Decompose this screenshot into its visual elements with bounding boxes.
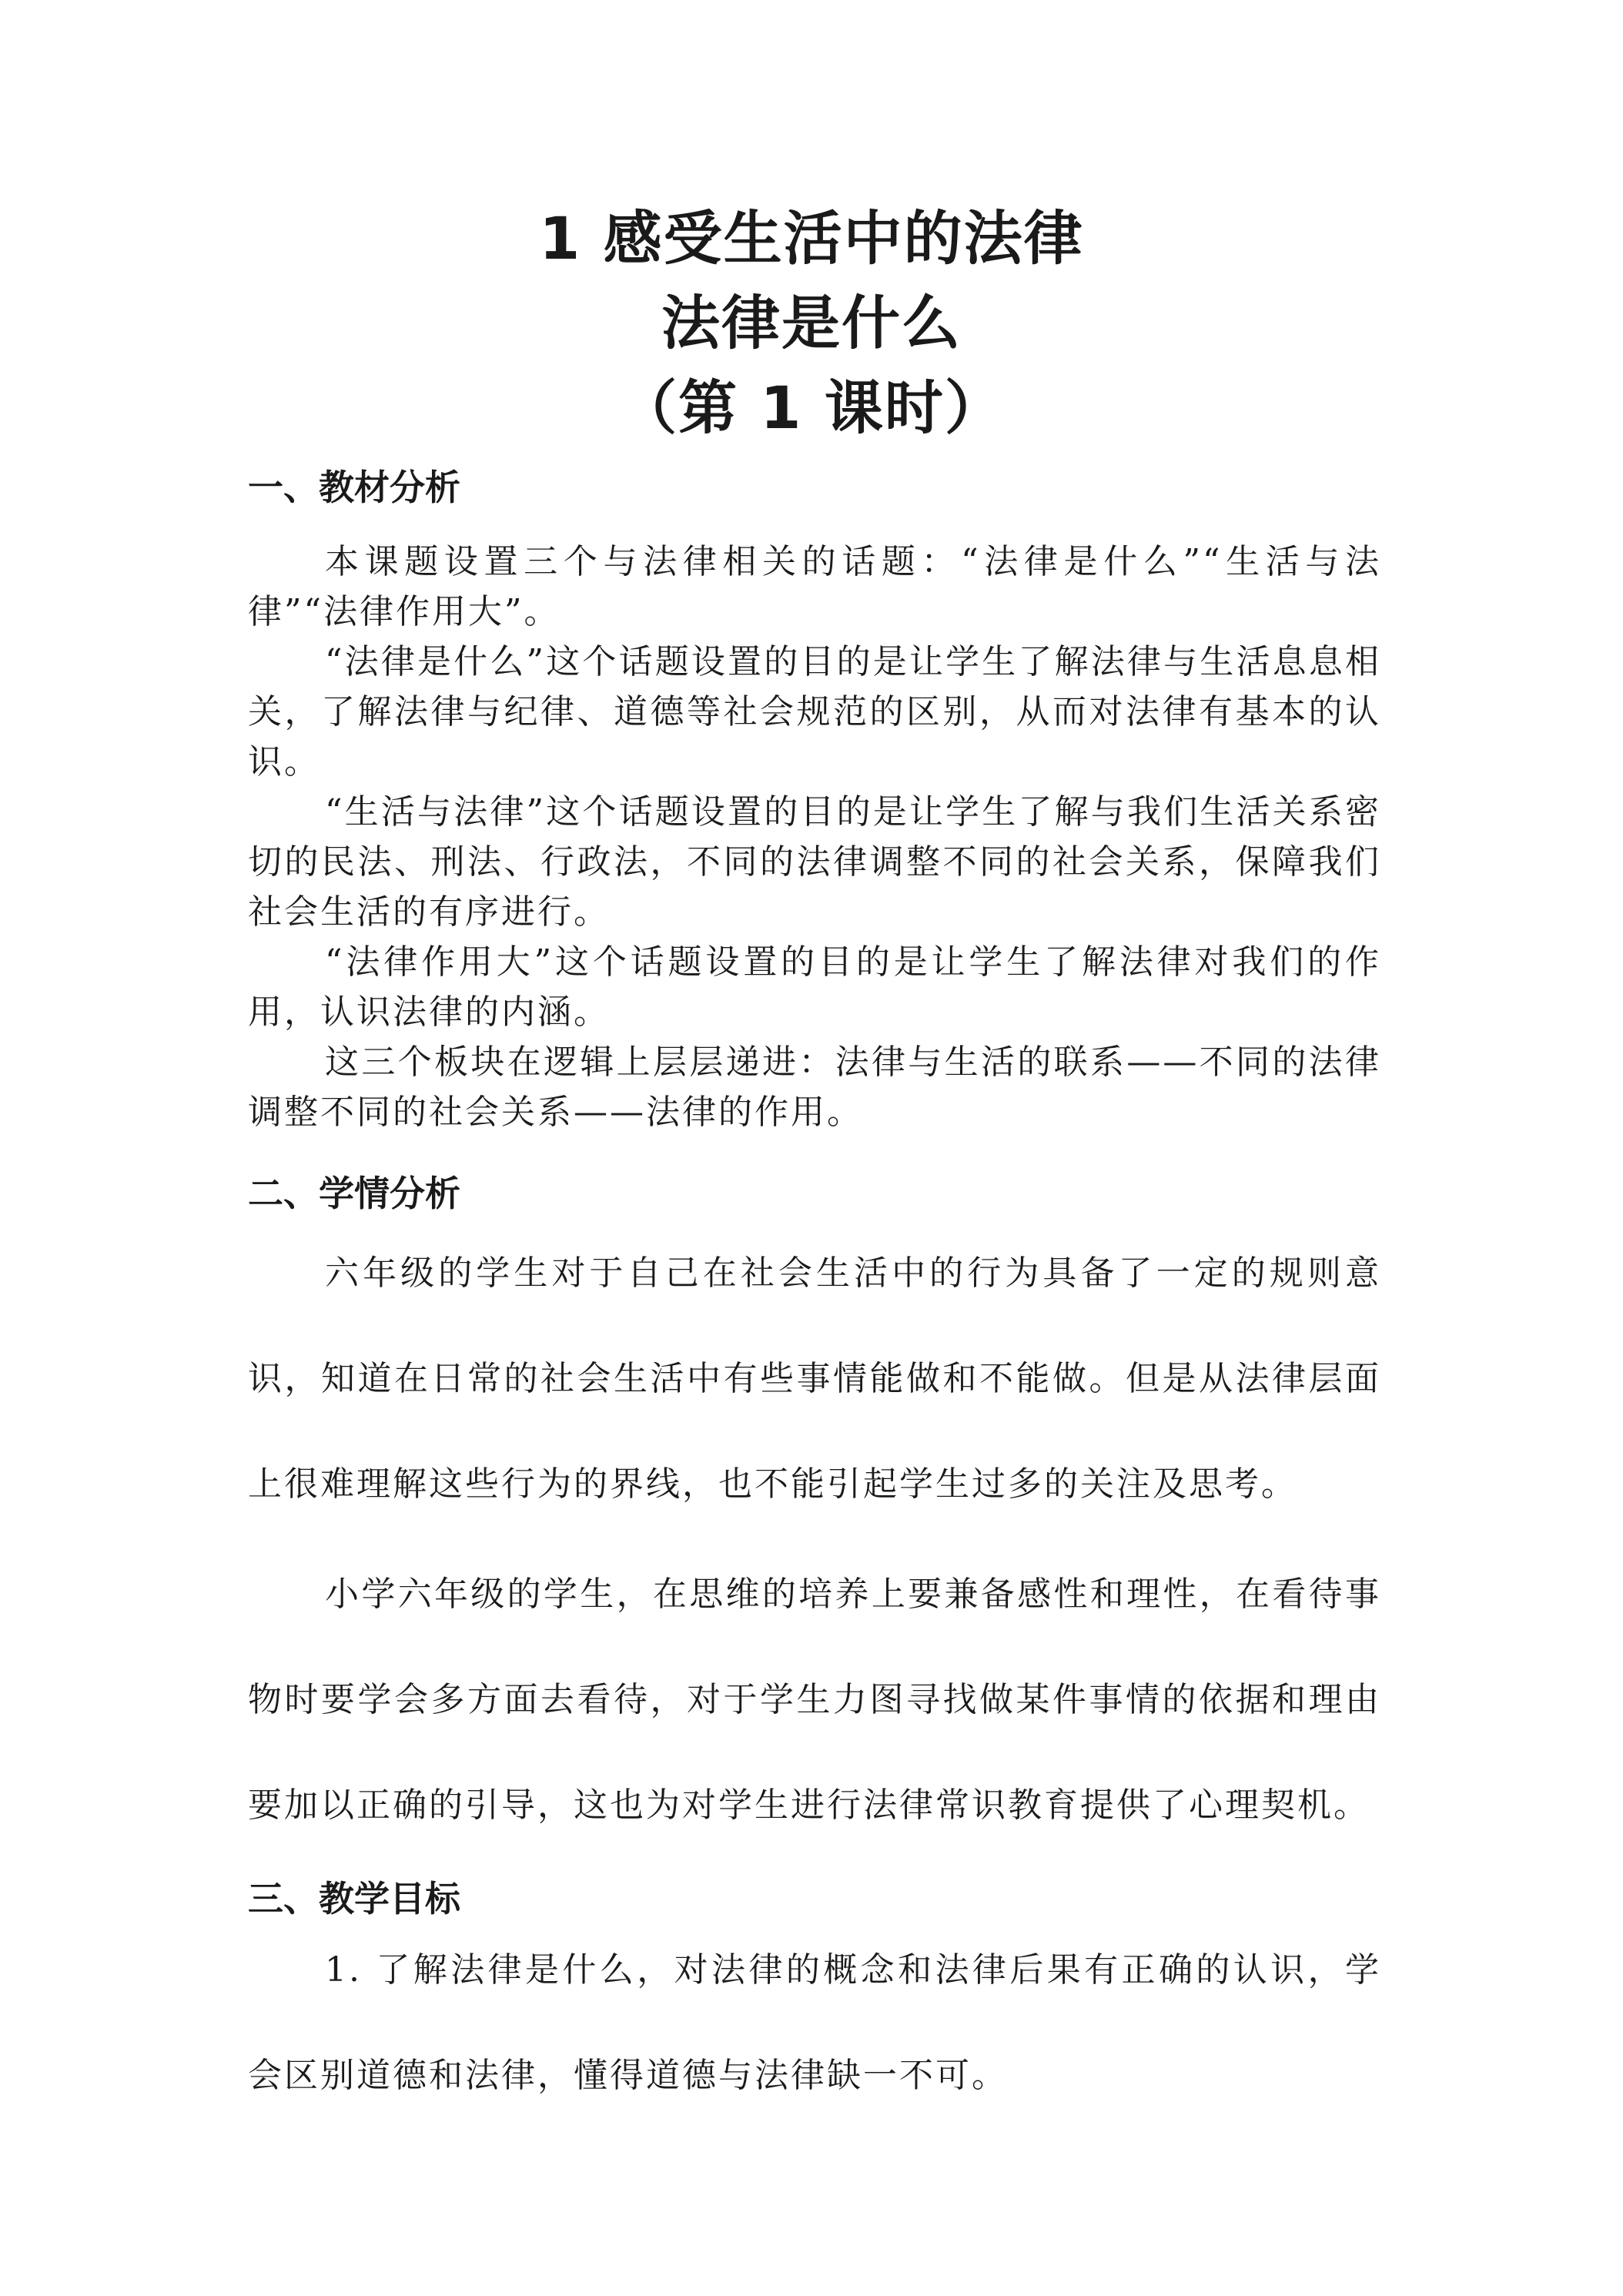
section-heading-textbook-analysis: 一、教材分析 [248,467,460,508]
paragraph: 本课题设置三个与法律相关的话题：“法律是什么”“生活与法律”“法律作用大”。 [248,542,1381,631]
paragraph: 小学六年级的学生，在思维的培养上要兼备感性和理性，在看待事物时要学会多方面去看待，对于学生力图寻找做某件事情的依据和理由要加以正确的引导，这也为对学生进行法律常识教育提供了心理契机。 [248,1575,1381,1825]
section-heading-student-analysis: 二、学情分析 [248,1173,460,1214]
paragraph: 六年级的学生对于自己在社会生活中的行为具备了一定的规则意识，知道在日常的社会生活中有些事情能做和不能做。但是从法律层面上很难理解这些行为的界线，也不能引起学生过多的关注及思考。 [248,1253,1381,1504]
lesson-period: （第 1 课时） [618,373,1005,442]
section-heading-teaching-goals: 三、教学目标 [248,1878,460,1919]
paragraph: “法律是什么”这个话题设置的目的是让学生了解法律与生活息息相关，了解法律与纪律、道德等社会规范的区别，从而对法律有基本的认识。 [248,642,1381,782]
paragraph: 这三个板块在逻辑上层层递进：法律与生活的联系——不同的法律调整不同的社会关系——法律的作用。 [248,1043,1381,1132]
paragraph: 1. 了解法律是什么，对法律的概念和法律后果有正确的认识，学会区别道德和法律，懂得道德与法律缺一不可。 [248,1950,1381,2095]
title-block [0,196,1623,450]
paragraph: “生活与法律”这个话题设置的目的是让学生了解与我们生活关系密切的民法、刑法、行政法，不同的法律调整不同的社会关系，保障我们社会生活的有序进行。 [248,792,1381,932]
lesson-title: 1 感受生活中的法律 [539,204,1084,273]
paragraph: “法律作用大”这个话题设置的目的是让学生了解法律对我们的作用，认识法律的内涵。 [248,942,1381,1032]
lesson-subtitle: 法律是什么 [661,289,962,357]
